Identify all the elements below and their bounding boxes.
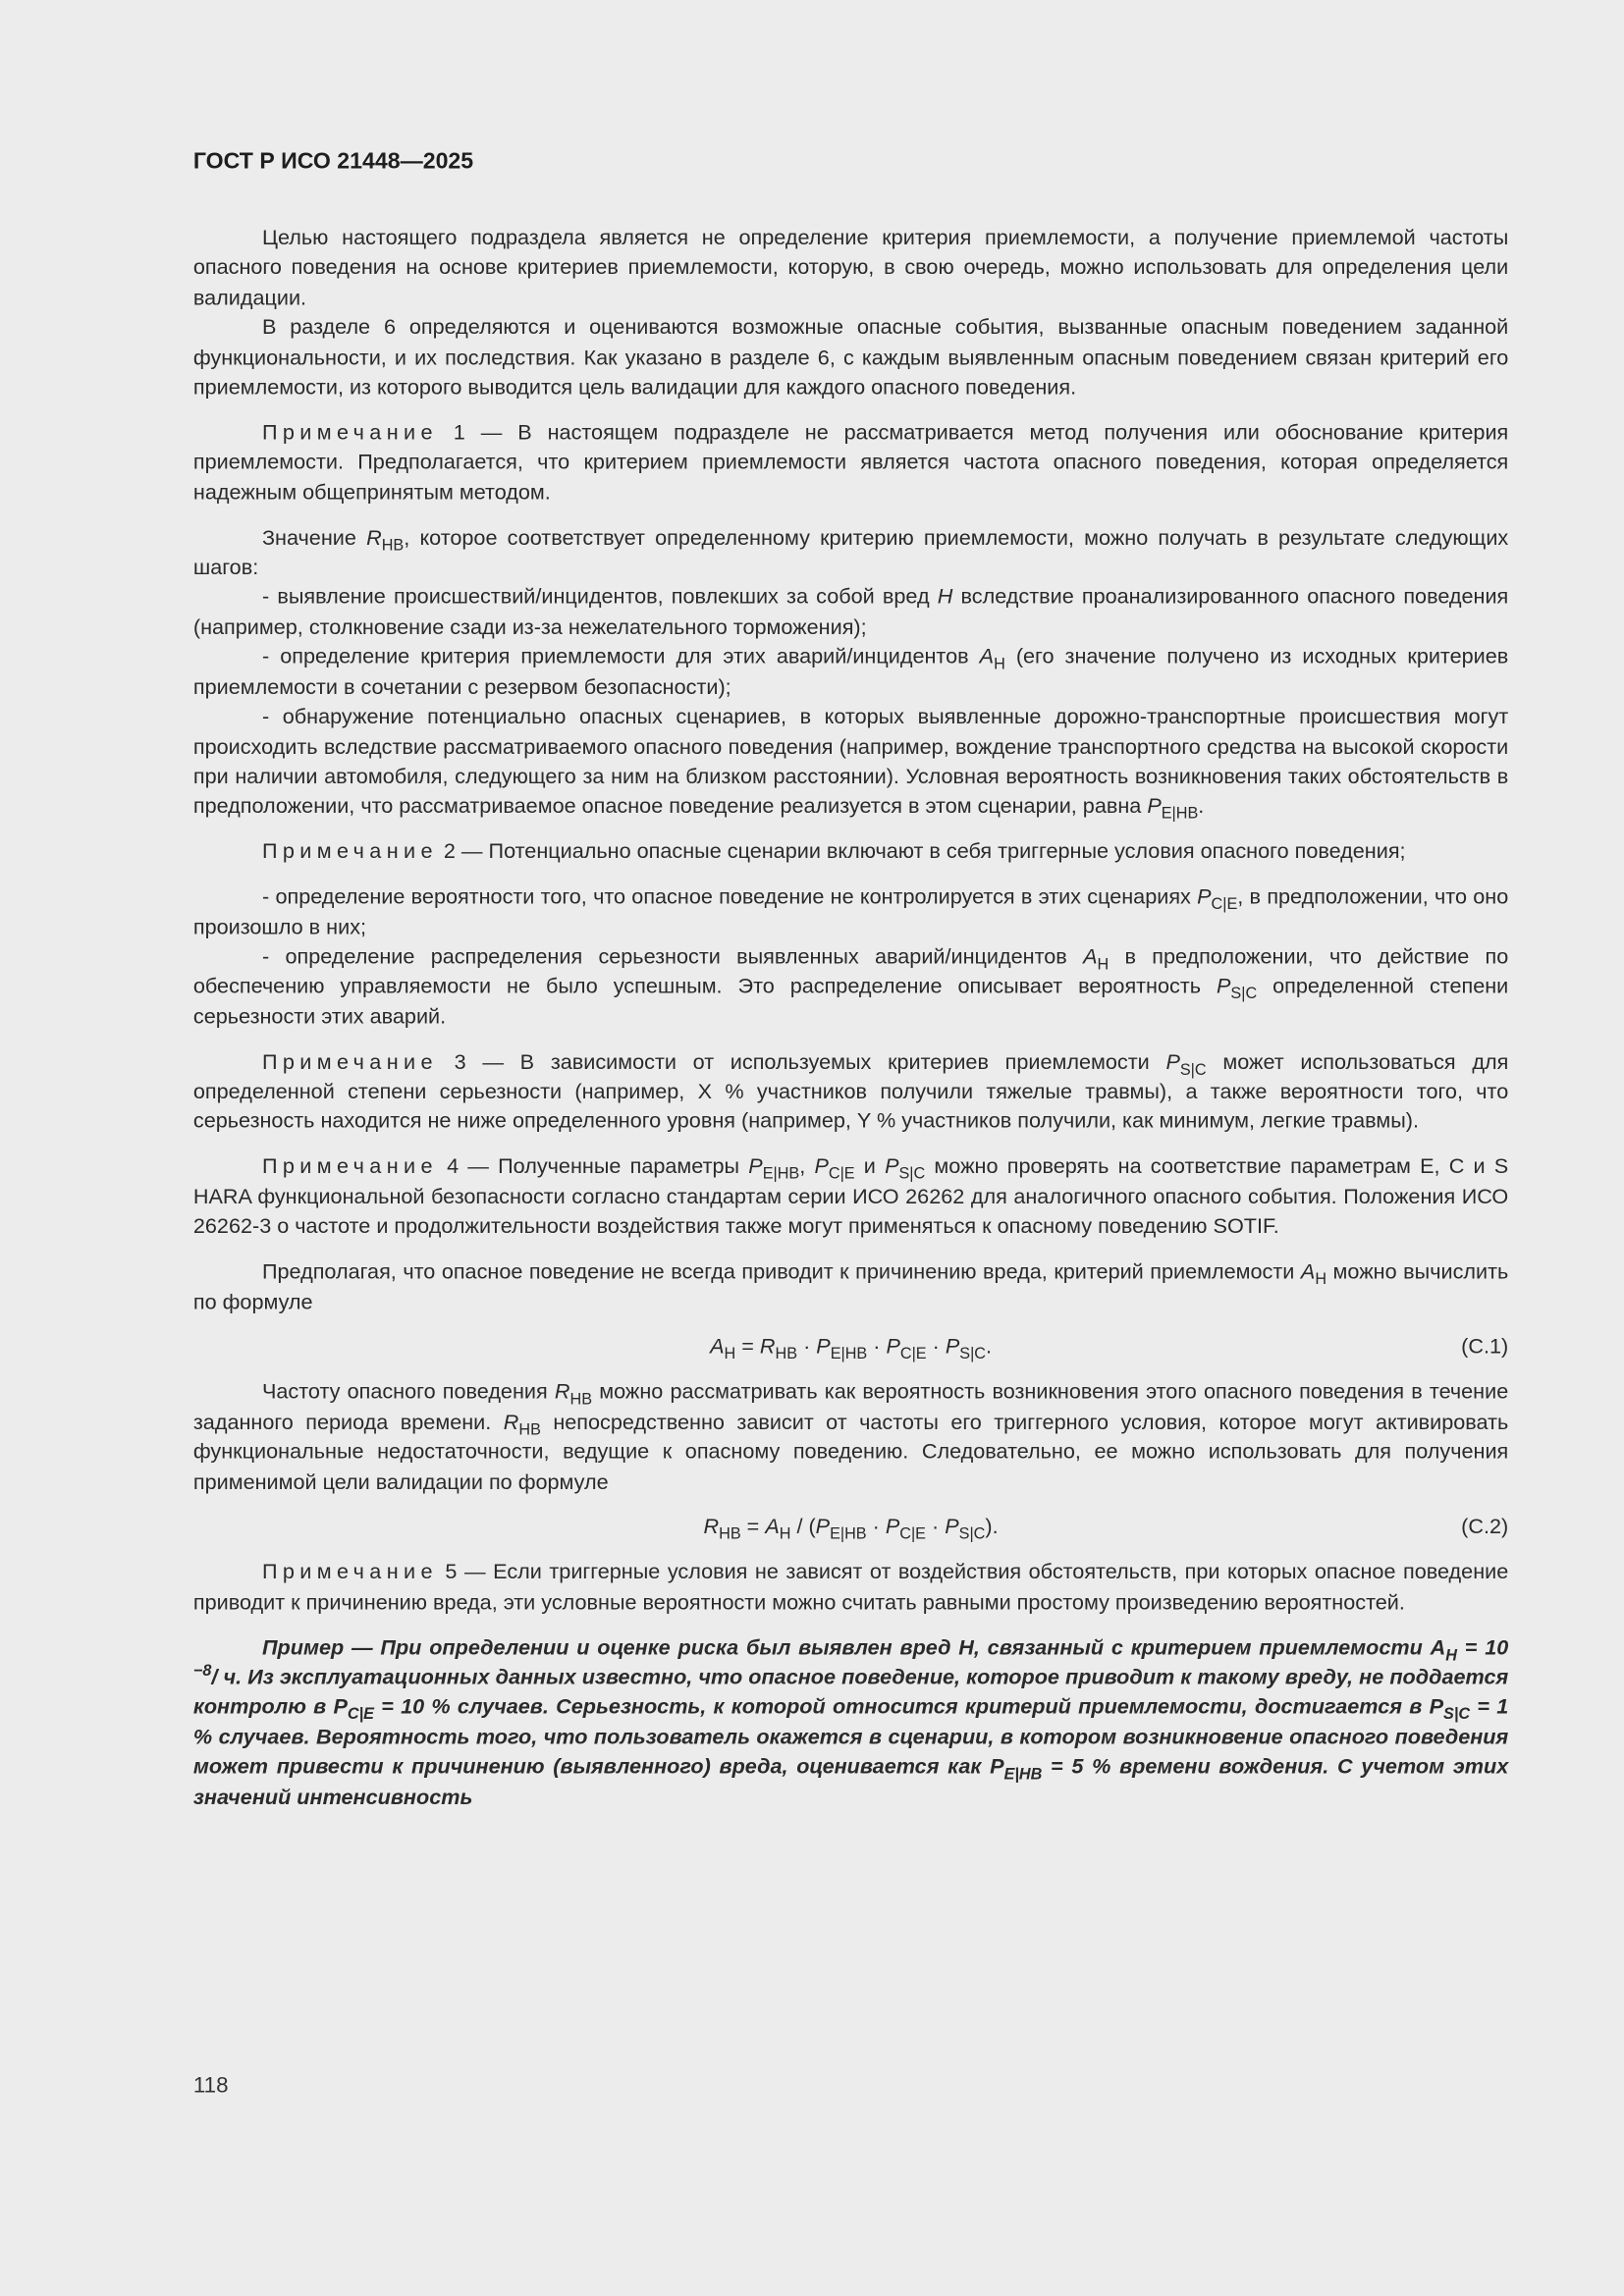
- formula-c2: [193, 1514, 1508, 1543]
- page-body: [193, 224, 1508, 1813]
- note-label: Примечание: [261, 840, 438, 865]
- note-5: Примечание 5 — Если триггерные условия не зависят от воздействия обстоятельств, при которых опасное поведение приводит к причинению вреда, эти условные вероятности можно считать равными простому произведению вероятностей.: [192, 1561, 1509, 1615]
- note-label: Примечание: [261, 1155, 438, 1180]
- list-item: - определение распределения серьезности выявленных аварий/инцидентов $A_H$ в предположении, что действие по обеспечению управляемости не было успешным. Это распределение описывает вероятность $P_{S|C}$ определенной степени серьезности этих аварий.: [192, 945, 1509, 1030]
- note-2: Примечание 2 — Потенциально опасные сценарии включают в себя триггерные условия опасного поведения;: [261, 840, 1406, 865]
- list-item: - обнаружение потенциально опасных сценариев, в которых выявленные дорожно-транспортные происшествия могут происходить вследствие рассматриваемого опасного поведения (например, вождение транспортного средства на высокой скорости при наличии автомобиля, следующего за ним на близком расстоянии). Условная вероятность возникновения таких обстоятельств в предположении, что рассматриваемое опасное поведение реализуется в этом сценарии, равна $P_{E|HB}$.: [192, 706, 1509, 824]
- formula-c1: [193, 1333, 1508, 1362]
- note-label: Примечание: [261, 421, 438, 446]
- standard-header: ГОСТ Р ИСО 21448—2025: [192, 149, 474, 175]
- paragraph: Предполагая, что опасное поведение не всегда приводит к причинению вреда, критерий приемлемости $A_H$ можно вычислить по формуле: [192, 1260, 1509, 1314]
- formula-number: (C.2): [1461, 1516, 1509, 1540]
- note-4: Примечание 4 — Полученные параметры $P_{E|HB}$, $P_{C|E}$ и $P_{S|C}$ можно проверять на соответствие параметрам E, C и S HARA функциональной безопасности согласно стандартам серии ИСО 26262 для аналогичного опасного события. Положения ИСО 26262-3 о частоте и продолжительности воздействия также могут применяться к опасному поведению SOTIF.: [192, 1155, 1509, 1240]
- paragraph: В разделе 6 определяются и оцениваются возможные опасные события, вызванные опасным поведением заданной функциональности, и их последствия. Как указано в разделе 6, с каждым выявленным опасным поведением связан критерий его приемлемости, из которого выводится цель валидации для каждого опасного поведения.: [192, 316, 1509, 400]
- note-label: Примечание: [261, 1561, 438, 1585]
- list-item: - определение вероятности того, что опасное поведение не контролируется в этих сценариях $P_{C|E}$, в предположении, что оно произошло в них;: [192, 885, 1509, 939]
- list-item: - определение критерия приемлемости для этих аварий/инцидентов $A_H$ (его значение получено из исходных критериев приемлемости в сочетании с резервом безопасности);: [192, 646, 1509, 700]
- formula-expression: $R_{HB} = A_H / (P_{E|HB} \cdot P_{C|E} \cdot P_{S|C})$.: [703, 1516, 999, 1544]
- formula-number: (C.1): [1461, 1336, 1509, 1360]
- note-label: Примечание: [261, 1050, 438, 1075]
- formula-expression: $A_H = R_{HB} \cdot P_{E|HB} \cdot P_{C|E} \cdot P_{S|C}$.: [710, 1336, 993, 1364]
- list-item: - выявление происшествий/инцидентов, повлекших за собой вред H вследствие проанализированного опасного поведения (например, столкновение сзади из-за нежелательного торможения);: [192, 586, 1509, 640]
- note-1: Примечание 1 — В настоящем подразделе не рассматривается метод получения или обоснование критерия приемлемости. Предполагается, что критерием приемлемости является частота опасного поведения, которая определяется надежным общепринятым методом.: [192, 421, 1509, 506]
- page-number: 118: [192, 2073, 229, 2099]
- paragraph: Целью настоящего подраздела является не определение критерия приемлемости, а получение приемлемой частоты опасного поведения на основе критериев приемлемости, которую, в свою очередь, можно использовать для определения цели валидации.: [192, 227, 1509, 310]
- paragraph: Значение $R_{HB}$, которое соответствует определенному критерию приемлемости, можно получать в результате следующих шагов:: [192, 526, 1509, 580]
- note-3: Примечание 3 — В зависимости от используемых критериев приемлемости $P_{S|C}$ может использоваться для определенной степени серьезности (например, X % участников получили тяжелые травмы), а также вероятности того, что серьезность находится не ниже определенного уровня (например, Y % участников получили, как минимум, легкие травмы).: [192, 1050, 1509, 1135]
- example-paragraph: Пример — При определении и оценке риска был выявлен вред H, связанный с критерием приемлемости $A_H = 10$ $^{-8}$/ ч. Из эксплуатационных данных известно, что опасное поведение, которое приводит к такому вреду, не поддается контролю в $P_{C|E} = 10$ % случаев. Серьезность, к которой относится критерий приемлемости, достигается в $P_{S|C} = 1$ % случаев. Вероятность того, что пользователь окажется в сценарии, в котором возникновение опасного поведения может привести к причинению (выявленного) вреда, оценивается как $P_{E|HB} = 5$ % времени вождения. С учетом этих значений интенсивность: [192, 1636, 1509, 1810]
- paragraph: Частоту опасного поведения $R_{HB}$ можно рассматривать как вероятность возникновения этого опасного поведения в течение заданного периода времени. $R_{HB}$ непосредственно зависит от частоты его триггерного условия, которое могут активировать функциональные недостаточности, ведущие к опасному поведению. Следовательно, ее можно использовать для получения применимой цели валидации по формуле: [192, 1381, 1509, 1495]
